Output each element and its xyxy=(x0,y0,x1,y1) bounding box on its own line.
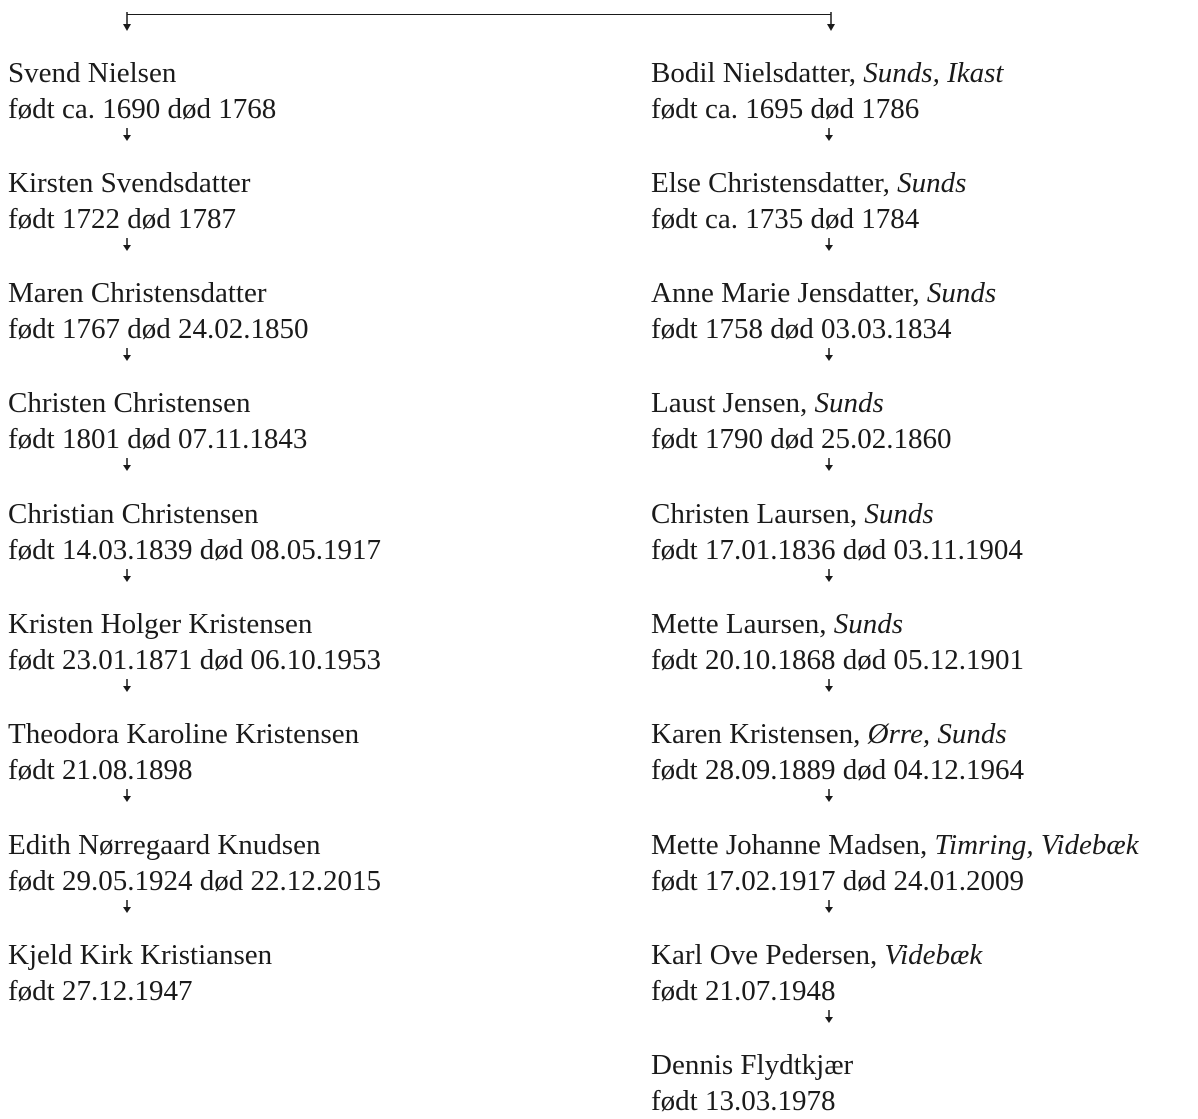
person-place: Videbæk xyxy=(884,939,983,971)
down-arrow-icon xyxy=(824,128,834,142)
person-name: Laust Jensen, Sunds xyxy=(651,387,884,419)
person-place: Sunds xyxy=(814,387,884,419)
lineage-entry xyxy=(651,716,1024,788)
person-name: Kristen Holger Kristensen xyxy=(8,608,313,640)
person-name: Kirsten Svendsdatter xyxy=(8,167,251,199)
person-dates: født 21.07.1948 xyxy=(651,975,836,1007)
person-dates: født ca. 1690 død 1768 xyxy=(8,93,277,125)
down-arrow-icon xyxy=(824,458,834,472)
person-dates: født 1767 død 24.02.1850 xyxy=(8,313,309,345)
down-arrow-icon xyxy=(122,900,132,914)
person-dates: født 17.01.1836 død 03.11.1904 xyxy=(651,534,1023,566)
down-arrow-icon xyxy=(122,458,132,472)
person-name: Maren Christensdatter xyxy=(8,277,267,309)
person-dates: født 27.12.1947 xyxy=(8,975,193,1007)
person-name: Christen Laursen, Sunds xyxy=(651,498,934,530)
person-dates: født ca. 1735 død 1784 xyxy=(651,203,920,235)
person-dates: født ca. 1695 død 1786 xyxy=(651,93,920,125)
person-dates: født 1801 død 07.11.1843 xyxy=(8,423,308,455)
person-place: Timring, Videbæk xyxy=(934,829,1139,861)
person-name: Dennis Flydtkjær xyxy=(651,1049,854,1081)
person-name: Bodil Nielsdatter, Sunds, Ikast xyxy=(651,57,1004,89)
person-name: Christian Christensen xyxy=(8,498,259,530)
lineage-entry xyxy=(651,827,1139,899)
person-place: Sunds xyxy=(833,608,904,640)
down-arrow-icon xyxy=(824,789,834,803)
lineage-entry xyxy=(8,55,276,127)
person-place: Sunds xyxy=(864,498,934,530)
down-arrow-icon xyxy=(122,238,132,252)
lineage-entry xyxy=(651,55,1003,127)
person-dates: født 23.01.1871 død 06.10.1953 xyxy=(8,644,381,676)
lineage-entry xyxy=(8,716,359,788)
down-arrow-icon xyxy=(122,569,132,583)
top-right-arrow-icon xyxy=(826,12,836,32)
person-dates: født 21.08.1898 xyxy=(8,754,193,786)
lineage-entry xyxy=(651,496,1023,568)
lineage-entry xyxy=(651,937,982,1009)
person-place: Sunds, Ikast xyxy=(863,57,1004,89)
lineage-entry xyxy=(651,1047,853,1119)
lineage-entry xyxy=(8,937,272,1009)
lineage-entry xyxy=(8,827,381,899)
person-name: Mette Laursen, Sunds xyxy=(651,608,904,640)
lineage-entry xyxy=(651,165,966,237)
person-name: Kjeld Kirk Kristiansen xyxy=(8,939,273,971)
person-name: Karen Kristensen, Ørre, Sunds xyxy=(651,718,1007,750)
lineage-entry xyxy=(8,165,250,237)
person-place: Sunds xyxy=(926,277,997,309)
person-name: Christen Christensen xyxy=(8,387,251,419)
person-dates: født 13.03.1978 xyxy=(651,1085,836,1117)
person-dates: født 20.10.1868 død 05.12.1901 xyxy=(651,644,1024,676)
person-dates: født 28.09.1889 død 04.12.1964 xyxy=(651,754,1024,786)
person-name: Else Christensdatter, Sunds xyxy=(651,167,967,199)
person-dates: født 1722 død 1787 xyxy=(8,203,236,235)
person-name: Mette Johanne Madsen, Timring, Videbæk xyxy=(651,829,1139,861)
down-arrow-icon xyxy=(824,1010,834,1024)
person-dates: født 14.03.1839 død 08.05.1917 xyxy=(8,534,381,566)
lineage-entry xyxy=(651,606,1024,678)
lineage-entry xyxy=(8,496,381,568)
down-arrow-icon xyxy=(122,128,132,142)
lineage-entry xyxy=(8,275,308,347)
lineage-entry xyxy=(651,275,996,347)
down-arrow-icon xyxy=(824,238,834,252)
down-arrow-icon xyxy=(122,348,132,362)
person-place: Ørre, Sunds xyxy=(867,718,1007,750)
down-arrow-icon xyxy=(122,789,132,803)
person-dates: født 17.02.1917 død 24.01.2009 xyxy=(651,865,1024,897)
person-name: Anne Marie Jensdatter, Sunds xyxy=(651,277,997,309)
down-arrow-icon xyxy=(824,900,834,914)
person-name: Karl Ove Pedersen, Videbæk xyxy=(651,939,983,971)
person-name: Svend Nielsen xyxy=(8,57,177,89)
down-arrow-icon xyxy=(824,569,834,583)
person-dates: født 1790 død 25.02.1860 xyxy=(651,423,952,455)
lineage-entry xyxy=(8,606,381,678)
person-dates: født 1758 død 03.03.1834 xyxy=(651,313,952,345)
person-name: Theodora Karoline Kristensen xyxy=(8,718,360,750)
lineage-entry xyxy=(8,385,307,457)
lineage-entry xyxy=(651,385,951,457)
top-connector-line xyxy=(127,14,831,15)
person-place: Sunds xyxy=(897,167,967,199)
down-arrow-icon xyxy=(824,348,834,362)
top-left-arrow-icon xyxy=(122,12,132,32)
down-arrow-icon xyxy=(824,679,834,693)
down-arrow-icon xyxy=(122,679,132,693)
person-dates: født 29.05.1924 død 22.12.2015 xyxy=(8,865,381,897)
person-name: Edith Nørregaard Knudsen xyxy=(8,829,321,861)
